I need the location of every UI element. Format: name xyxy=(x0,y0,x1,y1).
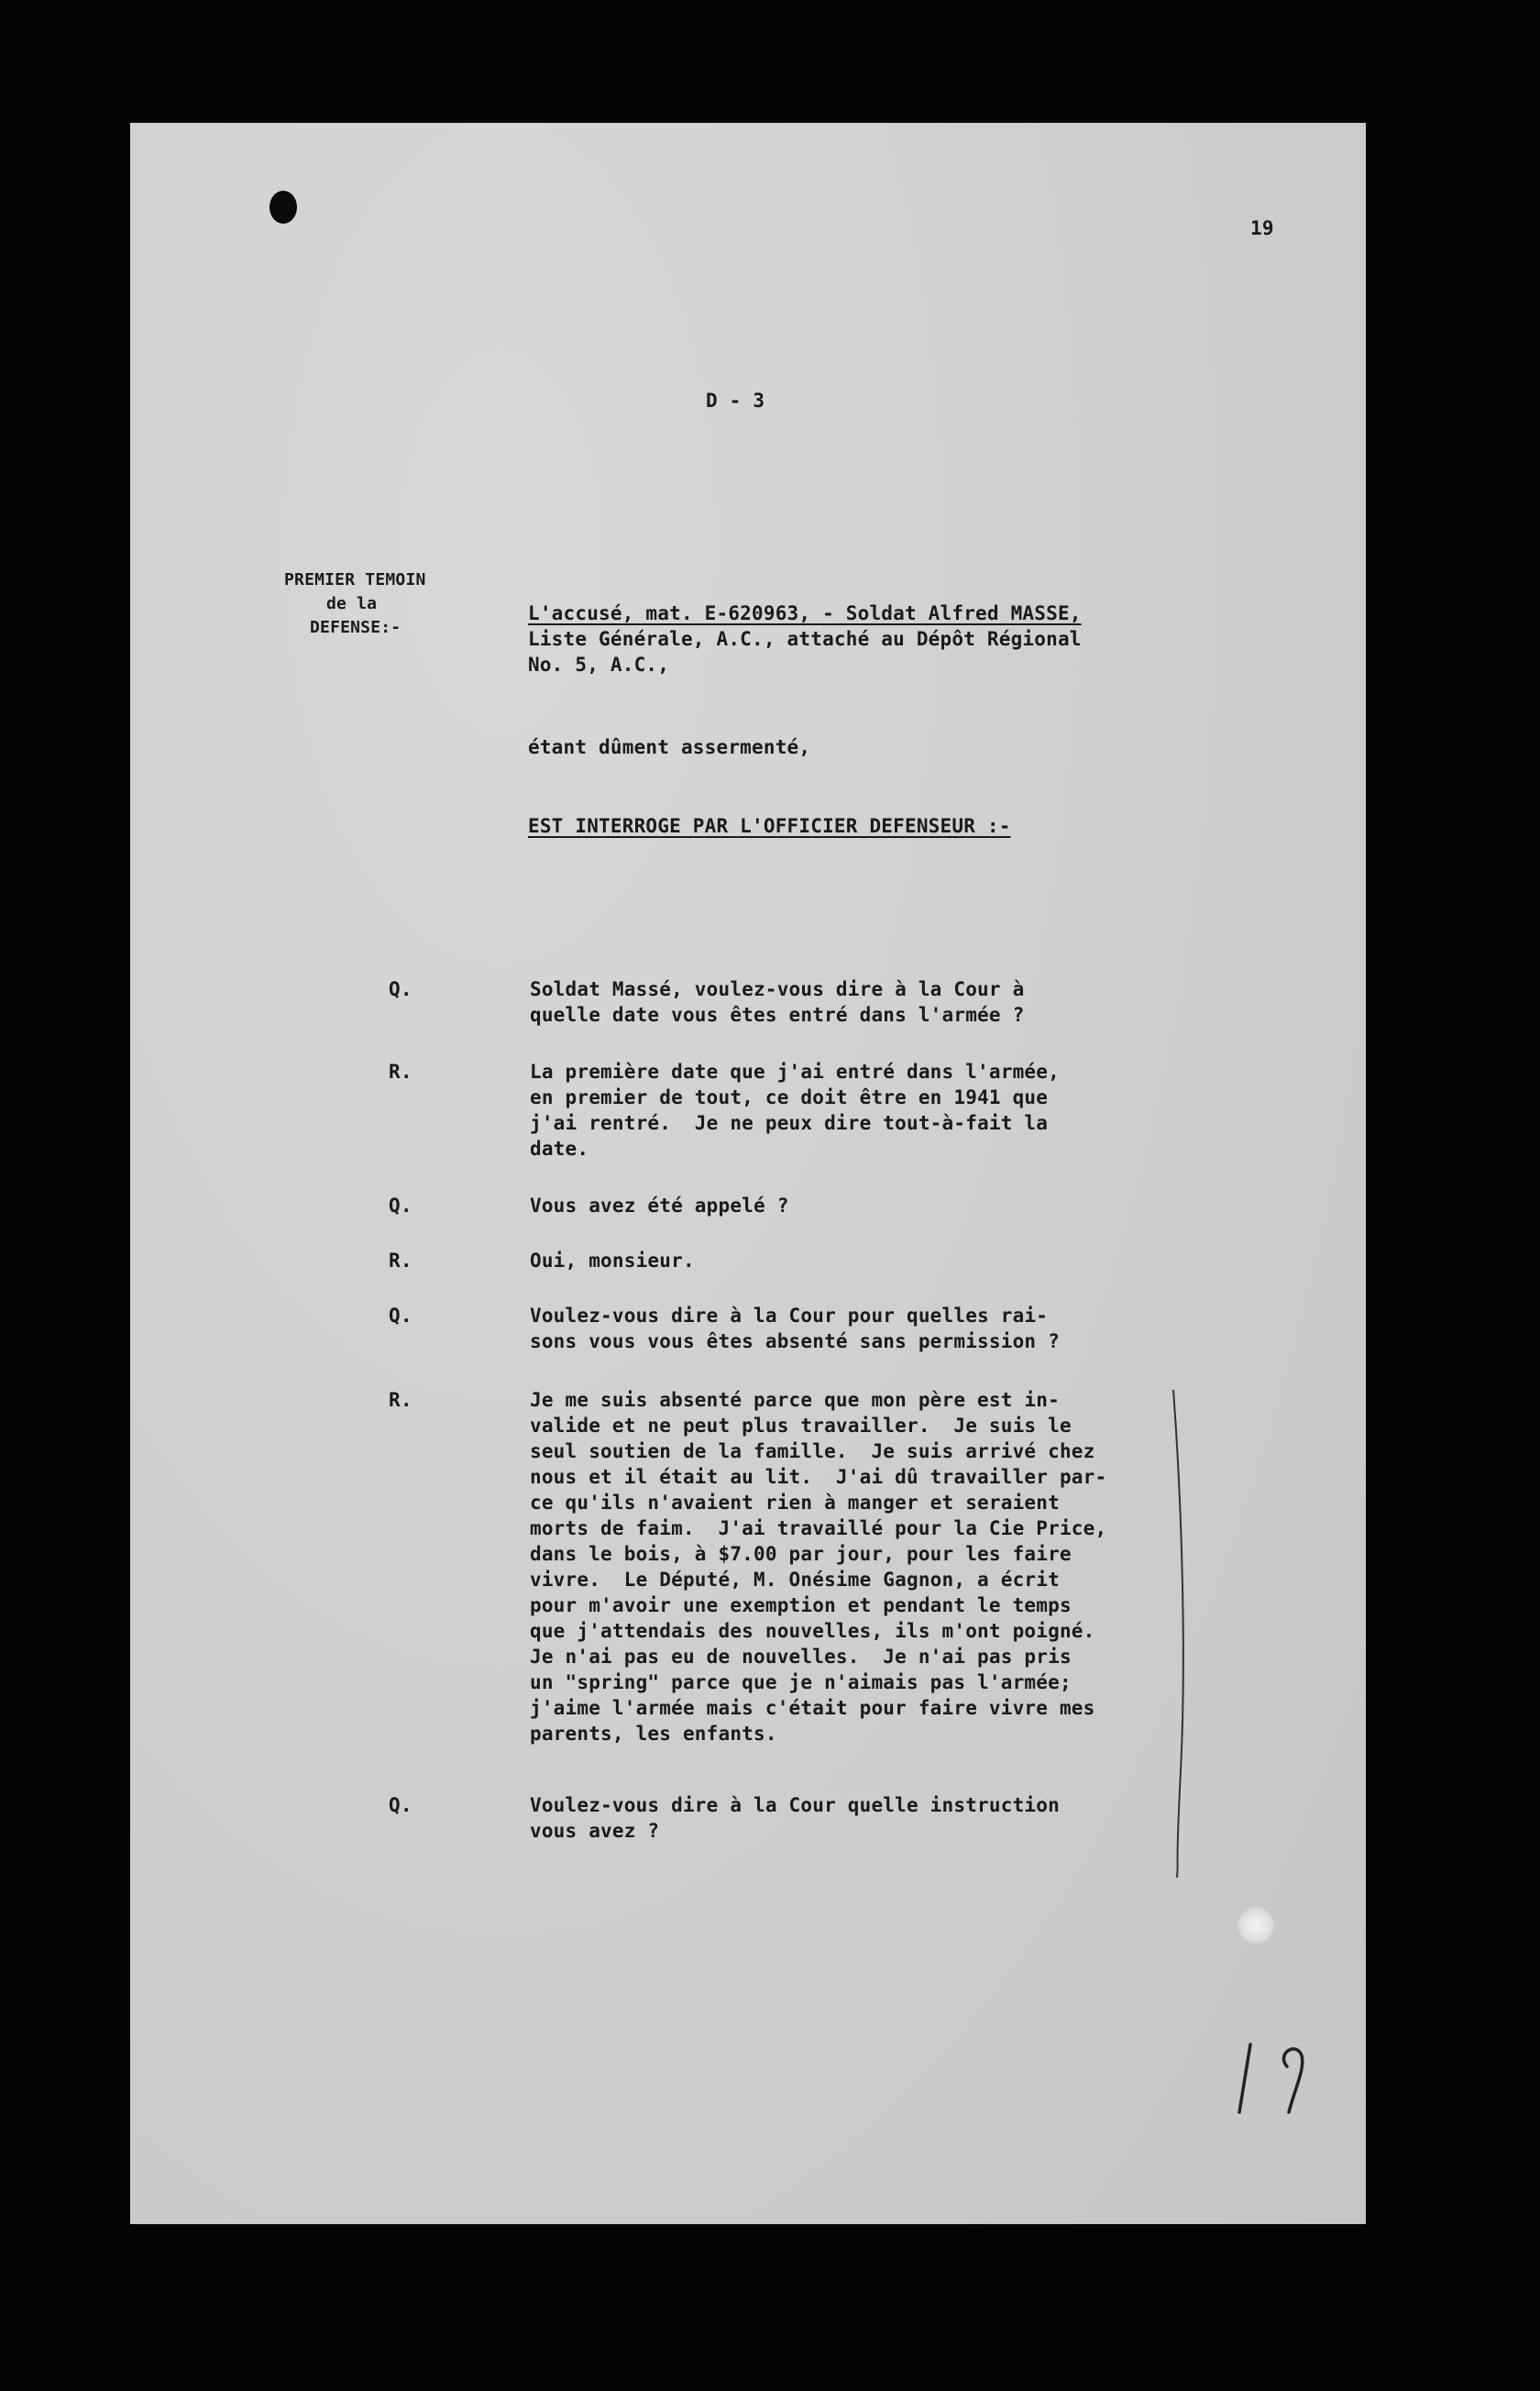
qa-6-line-11: Je n'ai pas eu de nouvelles. Je n'ai pas pris xyxy=(530,1646,1072,1668)
margin-mark xyxy=(1170,1386,1194,1881)
accused-line-2: Liste Générale, A.C., attaché au Dépôt Régional xyxy=(528,628,1082,650)
document-page xyxy=(130,123,1366,2224)
qa-tag-4: R. xyxy=(389,1250,412,1272)
qa-3-line-1: Vous avez été appelé ? xyxy=(530,1195,789,1217)
page-number: 19 xyxy=(1250,217,1274,239)
qa-6-line-9: pour m'avoir une exemption et pendant le temps xyxy=(530,1594,1072,1616)
witness-label-line-3: DEFENSE:- xyxy=(310,618,402,637)
qa-2-line-3: j'ai rentré. Je ne peux dire tout-à-fait la xyxy=(530,1112,1049,1134)
qa-6-line-7: dans le bois, à $7.00 par jour, pour les faire xyxy=(530,1543,1072,1565)
handwritten-number xyxy=(1223,2035,1324,2118)
accused-line-3: No. 5, A.C., xyxy=(528,654,670,676)
examined-line: EST INTERROGE PAR L'OFFICIER DEFENSEUR :- xyxy=(528,815,1011,837)
punch-hole-top xyxy=(270,191,297,224)
qa-4-line-1: Oui, monsieur. xyxy=(530,1250,695,1272)
qa-6-line-14: parents, les enfants. xyxy=(530,1723,777,1745)
qa-2-line-4: date. xyxy=(530,1138,589,1160)
qa-2-line-2: en premier de tout, ce doit être en 1941 que xyxy=(530,1086,1049,1108)
qa-2-line-1: La première date que j'ai entré dans l'armée, xyxy=(530,1061,1060,1083)
qa-6-line-2: valide et ne peut plus travailler. Je suis le xyxy=(530,1415,1072,1437)
qa-6-line-13: j'aime l'armée mais c'était pour faire vivre mes xyxy=(530,1697,1095,1719)
qa-6-line-12: un "spring" parce que je n'aimais pas l'armée; xyxy=(530,1671,1072,1693)
sworn-line: étant dûment assermenté, xyxy=(528,736,811,758)
qa-6-line-6: morts de faim. J'ai travaillé pour la Cie Price, xyxy=(530,1517,1107,1539)
punch-hole-bottom xyxy=(1238,1907,1274,1944)
qa-6-line-3: seul soutien de la famille. Je suis arrivé chez xyxy=(530,1440,1095,1462)
qa-6-line-10: que j'attendais des nouvelles, ils m'ont poigné. xyxy=(530,1620,1095,1642)
accused-line-1: L'accusé, mat. E-620963, - Soldat Alfred MASSE, xyxy=(528,602,1082,624)
qa-5-line-1: Voulez-vous dire à la Cour pour quelles rai- xyxy=(530,1305,1049,1327)
qa-5-line-2: sons vous vous êtes absenté sans permission ? xyxy=(530,1330,1060,1352)
document-code: D - 3 xyxy=(706,390,765,412)
qa-6-line-1: Je me suis absenté parce que mon père est in- xyxy=(530,1389,1060,1411)
qa-6-line-8: vivre. Le Député, M. Onésime Gagnon, a écrit xyxy=(530,1569,1060,1591)
qa-1-line-2: quelle date vous êtes entré dans l'armée ? xyxy=(530,1004,1025,1026)
qa-tag-7: Q. xyxy=(389,1794,412,1816)
qa-7-line-2: vous avez ? xyxy=(530,1820,660,1842)
witness-label-line-1: PREMIER TEMOIN xyxy=(284,570,426,589)
qa-tag-3: Q. xyxy=(389,1195,412,1217)
qa-tag-1: Q. xyxy=(389,978,412,1000)
qa-tag-5: Q. xyxy=(389,1305,412,1327)
qa-6-line-5: ce qu'ils n'avaient rien à manger et seraient xyxy=(530,1492,1060,1514)
qa-tag-2: R. xyxy=(389,1061,412,1083)
qa-6-line-4: nous et il était au lit. J'ai dû travailler par- xyxy=(530,1466,1107,1488)
qa-tag-6: R. xyxy=(389,1389,412,1411)
qa-1-line-1: Soldat Massé, voulez-vous dire à la Cour à xyxy=(530,978,1025,1000)
witness-label-line-2: de la xyxy=(326,594,378,613)
qa-7-line-1: Voulez-vous dire à la Cour quelle instruction xyxy=(530,1794,1060,1816)
